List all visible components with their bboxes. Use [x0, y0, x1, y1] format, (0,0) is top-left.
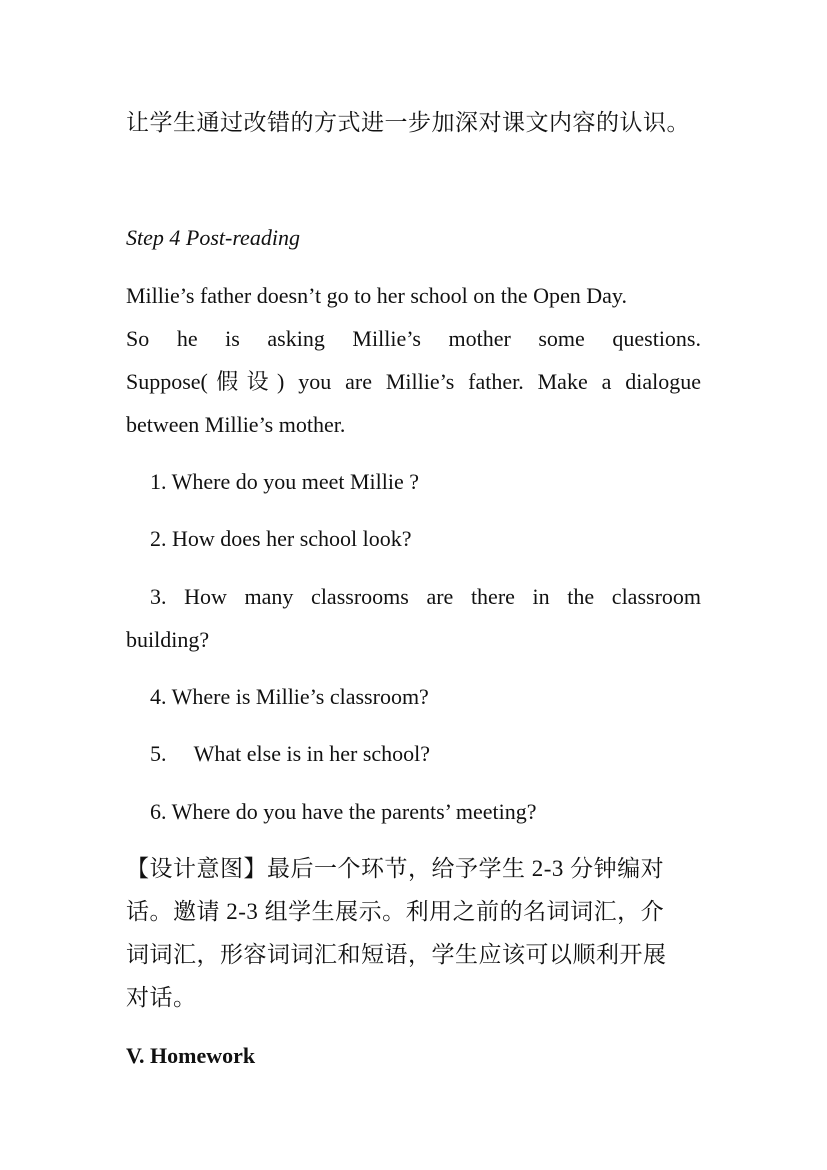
- design-intent-line-3: 词词汇，形容词词汇和短语，学生应该可以顺利开展: [126, 942, 667, 967]
- design-intent-line-2: 话。邀请 2-3 组学生展示。利用之前的名词词汇，介: [126, 899, 665, 924]
- question-text: How many classrooms are there in the classroom: [184, 584, 702, 609]
- question-number: 3.: [150, 584, 167, 609]
- question-text: Where do you have the parents’ meeting?: [171, 799, 537, 824]
- step4-para-line-4: between Millie’s mother.: [126, 412, 346, 437]
- question-6: [150, 797, 701, 827]
- question-number: 6.: [150, 799, 167, 824]
- homework-heading: V. Homework: [126, 1043, 256, 1068]
- question-3-continuation: building?: [126, 627, 210, 652]
- step4-para-line-3: Suppose(假设) you are Millie’s father. Make a dialogue: [126, 369, 701, 394]
- question-2: [150, 524, 701, 554]
- question-text: How does her school look?: [172, 526, 412, 551]
- question-text: Where is Millie’s classroom?: [171, 684, 429, 709]
- question-number: 5.: [150, 741, 167, 766]
- intro-line: 让学生通过改错的方式进一步加深对课文内容的认识。: [126, 110, 690, 135]
- design-intent-line-1: 【设计意图】最后一个环节，给予学生 2-3 分钟编对: [126, 856, 665, 881]
- question-number: 1.: [150, 469, 167, 494]
- question-text: What else is in her school?: [193, 741, 431, 766]
- step4-heading: Step 4 Post-reading: [126, 225, 300, 250]
- question-5: [150, 739, 701, 769]
- design-intent-line-4: 对话。: [126, 985, 197, 1010]
- question-3: [150, 582, 701, 612]
- question-1: [150, 467, 701, 497]
- step4-para-line-2: So he is asking Millie’s mother some questions.: [126, 326, 701, 351]
- question-number: 4.: [150, 684, 167, 709]
- question-4: [150, 682, 701, 712]
- question-text: Where do you meet Millie ?: [171, 469, 420, 494]
- step4-para-line-1: Millie’s father doesn’t go to her school on the Open Day.: [126, 283, 628, 308]
- question-number: 2.: [150, 526, 167, 551]
